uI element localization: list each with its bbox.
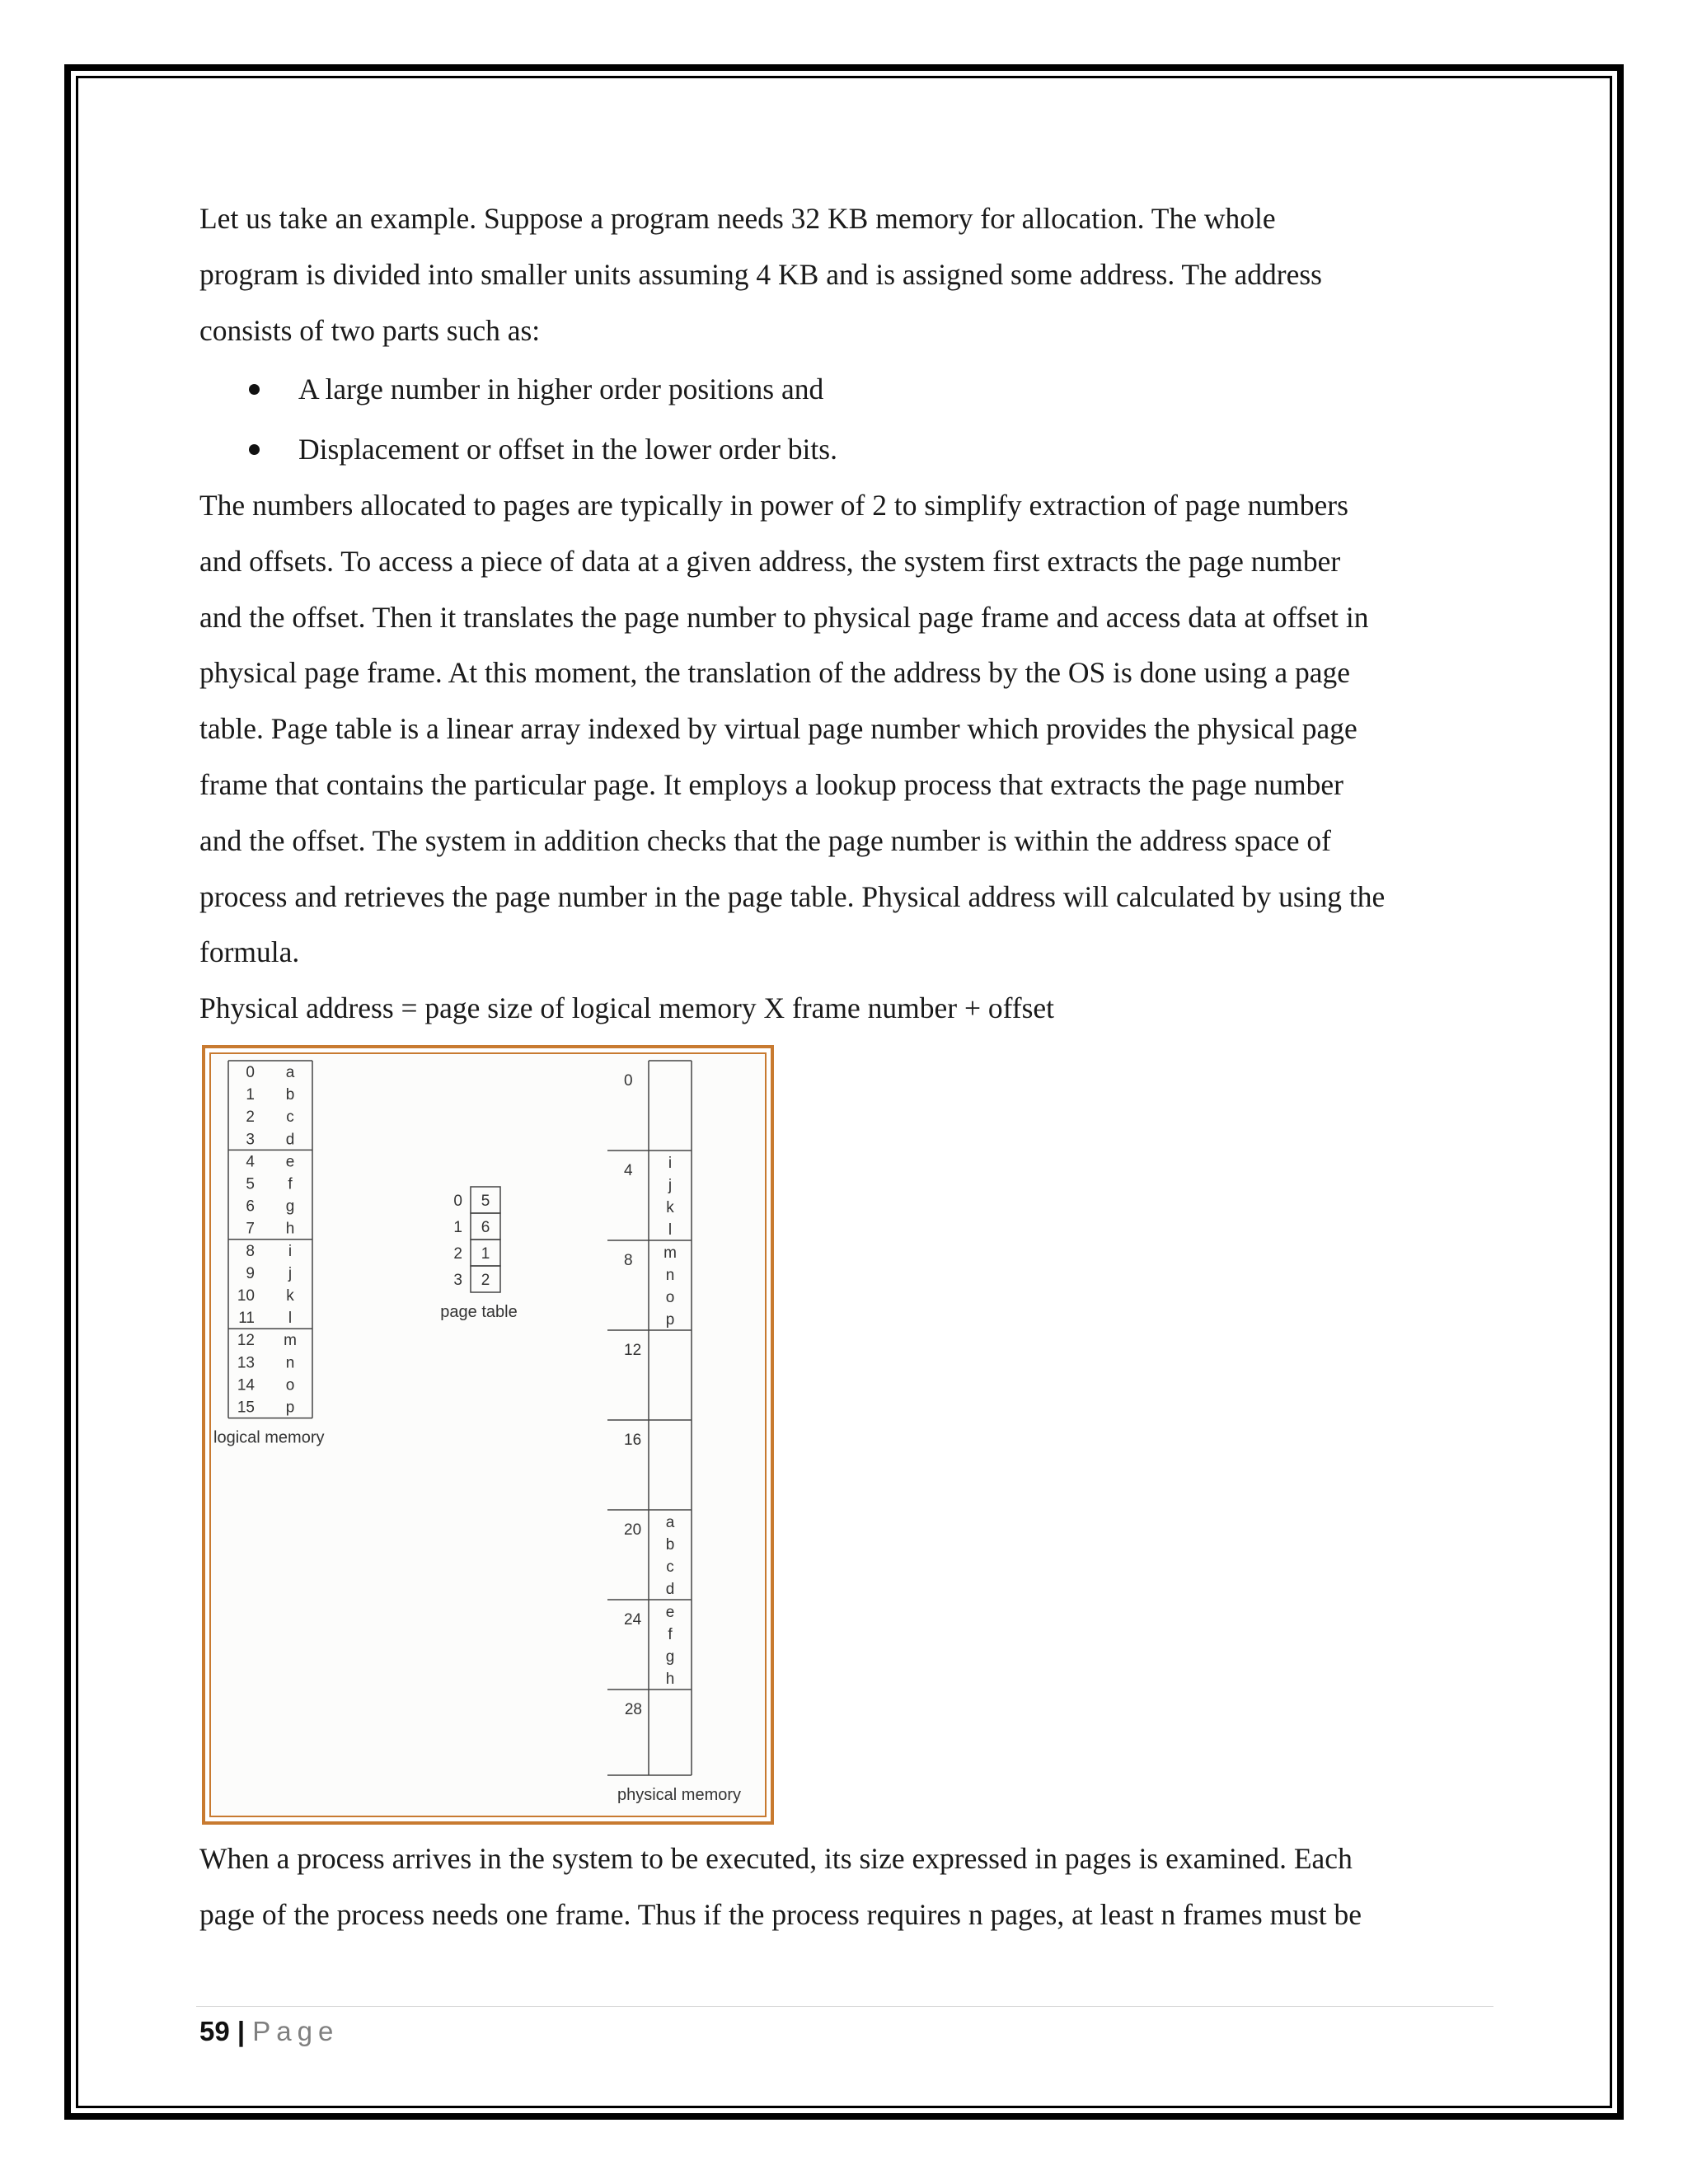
- bullet-icon: [249, 444, 260, 455]
- bullet-text: A large number in higher order positions and: [298, 373, 824, 405]
- page-label: Page: [252, 2016, 340, 2046]
- bullet-text: Displacement or offset in the lower order bits.: [298, 433, 837, 466]
- logical-address-label: 14: [237, 1376, 255, 1394]
- logical-content-label: a: [285, 1064, 295, 1081]
- text-line: and the offset. The system in addition checks that the page number is within the address space of: [199, 823, 1331, 857]
- physical-frame-address: 8: [624, 1252, 633, 1269]
- text-line: and offsets. To access a piece of data at a given address, the system first extracts the page number: [199, 544, 1341, 578]
- text-line: Let us take an example. Suppose a program needs 32 KB memory for allocation. The whole: [199, 202, 1276, 235]
- logical-content-label: k: [286, 1287, 294, 1305]
- logical-address-label: 9: [246, 1264, 255, 1282]
- logical-content-label: c: [286, 1108, 294, 1127]
- logical-content-label: m: [284, 1332, 297, 1350]
- text-line: When a process arrives in the system to be executed, its size expressed in pages is examined. Each: [199, 1842, 1353, 1875]
- logical-content-label: j: [288, 1264, 293, 1282]
- logical-content-label: p: [285, 1399, 295, 1417]
- physical-frame-address: 24: [624, 1611, 642, 1629]
- page-number: 59: [199, 2016, 230, 2046]
- text-line: frame that contains the particular page. It employs a lookup process that extracts the page number: [199, 767, 1343, 801]
- text-line: consists of two parts such as:: [199, 313, 541, 347]
- paging-figure: [202, 1045, 774, 1825]
- physical-content-label: o: [665, 1289, 675, 1306]
- text-line: program is divided into smaller units assuming 4 KB and is assigned some address. The address: [199, 257, 1322, 291]
- logical-content-label: b: [285, 1086, 295, 1104]
- physical-content-label: a: [665, 1514, 675, 1531]
- physical-content-label: c: [666, 1558, 674, 1576]
- text-line: process and retrieves the page number in the page table. Physical address will calculated by using the: [199, 879, 1386, 913]
- page-table-label: page table: [440, 1303, 518, 1321]
- physical-content-label: d: [665, 1581, 675, 1598]
- after-paragraph: [199, 1831, 1493, 1943]
- formula-line: [199, 981, 1493, 1037]
- physical-content-label: p: [665, 1311, 675, 1329]
- physical-frame-address: 28: [624, 1701, 642, 1718]
- physical-content-label: j: [668, 1177, 673, 1194]
- logical-address-label: 6: [246, 1197, 255, 1216]
- physical-content-label: h: [665, 1671, 675, 1688]
- page-table-frame-value: 2: [481, 1272, 490, 1289]
- page-table-index: 1: [453, 1219, 462, 1236]
- formula-text: Physical address = page size of logical memory X frame number + offset: [199, 991, 1055, 1024]
- body-paragraph: [199, 478, 1493, 981]
- page-table-frame-value: 1: [481, 1245, 490, 1263]
- physical-frame-address: 20: [624, 1521, 642, 1539]
- footer-divider: [196, 2006, 1493, 2007]
- logical-content-label: i: [288, 1242, 293, 1260]
- physical-frame-address: 16: [624, 1432, 642, 1449]
- intro-paragraph: [199, 191, 1493, 359]
- logical-content-label: d: [285, 1131, 295, 1149]
- logical-address-label: 10: [237, 1287, 255, 1305]
- page-table-frame-value: 5: [481, 1193, 490, 1210]
- physical-content-label: g: [665, 1648, 675, 1666]
- page-table-index: 0: [453, 1193, 462, 1210]
- bullet-icon: [249, 384, 260, 395]
- logical-address-label: 4: [246, 1153, 255, 1171]
- physical-content-label: k: [666, 1199, 674, 1216]
- logical-memory-label: logical memory: [213, 1428, 325, 1447]
- logical-content-label: g: [285, 1197, 295, 1216]
- logical-address-label: 13: [237, 1354, 255, 1372]
- logical-address-label: 11: [238, 1310, 255, 1328]
- text-line: The numbers allocated to pages are typically in power of 2 to simplify extraction of page numbers: [199, 489, 1348, 522]
- text-line: formula.: [199, 935, 300, 969]
- logical-address-label: 0: [246, 1064, 255, 1081]
- logical-address-label: 1: [246, 1086, 255, 1104]
- physical-content-label: e: [665, 1604, 675, 1621]
- logical-content-label: h: [285, 1220, 295, 1238]
- text-line: page of the process needs one frame. Thus if the process requires n pages, at least n frames must be: [199, 1897, 1362, 1931]
- logical-content-label: l: [288, 1310, 293, 1328]
- logical-address-label: 8: [246, 1242, 255, 1260]
- logical-content-label: o: [285, 1376, 295, 1394]
- logical-address-label: 5: [246, 1175, 255, 1193]
- physical-content-label: l: [668, 1221, 673, 1239]
- logical-address-label: 15: [237, 1399, 255, 1417]
- paging-diagram: [205, 1048, 771, 1821]
- physical-memory-label: physical memory: [617, 1786, 742, 1804]
- physical-content-label: m: [663, 1244, 677, 1262]
- physical-frame-address: 0: [624, 1072, 633, 1090]
- logical-address-label: 7: [246, 1220, 255, 1238]
- text-line: and the offset. Then it translates the page number to physical page frame and access data at offset in: [199, 600, 1369, 634]
- text-line: physical page frame. At this moment, the translation of the address by the OS is done using a page: [199, 656, 1351, 690]
- logical-content-label: e: [285, 1153, 295, 1171]
- page-table-frame-value: 6: [481, 1219, 490, 1236]
- physical-frame-address: 12: [624, 1342, 642, 1359]
- logical-content-label: f: [288, 1175, 293, 1193]
- page-table-index: 3: [453, 1272, 462, 1289]
- physical-frame-address: 4: [624, 1162, 633, 1179]
- logical-address-label: 3: [246, 1131, 255, 1149]
- physical-content-label: n: [665, 1267, 675, 1284]
- footer-separator: |: [237, 2016, 246, 2046]
- text-line: table. Page table is a linear array indexed by virtual page number which provides the physical page: [199, 712, 1357, 746]
- logical-address-label: 12: [237, 1332, 255, 1350]
- physical-content-label: b: [665, 1536, 675, 1554]
- logical-content-label: n: [285, 1354, 295, 1372]
- page-footer: [199, 2011, 339, 2052]
- physical-content-label: f: [668, 1626, 673, 1643]
- page-table-index: 2: [453, 1245, 462, 1263]
- logical-address-label: 2: [246, 1108, 255, 1127]
- physical-content-label: i: [668, 1155, 673, 1172]
